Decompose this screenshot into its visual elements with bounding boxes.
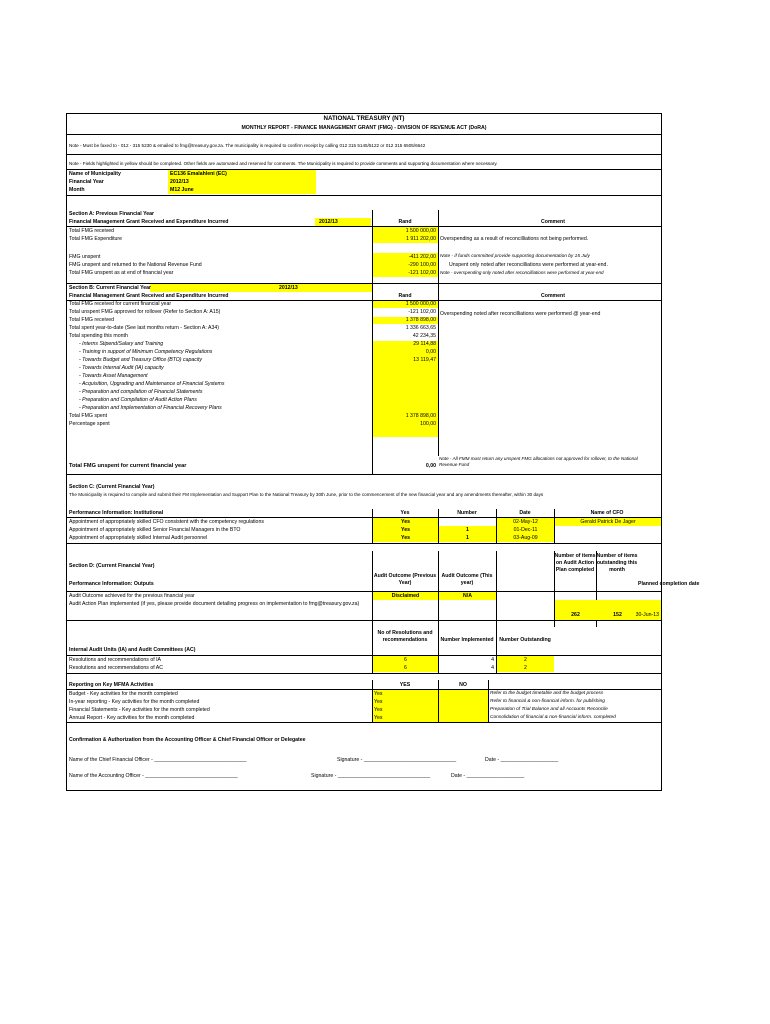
institutional-row-label: Appointment of appropriately skilled Senior Financial Managers in the BTO bbox=[69, 527, 241, 533]
date-header: Date bbox=[519, 510, 531, 516]
col-divider bbox=[496, 551, 497, 627]
institutional-row-label: Appointment of appropriately skilled CFO consistent with the competency regulations bbox=[69, 519, 264, 525]
unspent-note: Note - All FMM must return any unspent FMG allocations not approved for rollover, to the National Revenue Fund bbox=[439, 456, 638, 467]
institutional-number[interactable]: 1 bbox=[466, 527, 469, 533]
month-label: Month bbox=[69, 187, 85, 193]
audit-plan-completed[interactable]: 262 bbox=[571, 612, 580, 618]
section-c-heading: Section C: (Current Financial Year) bbox=[69, 484, 155, 490]
divider bbox=[67, 673, 661, 674]
reporting-note: Refer to the budget timetable and the budget process bbox=[490, 691, 604, 696]
year-highlight bbox=[150, 284, 372, 292]
reporting-note: Preparation of Trial Balance and all Accounts Reconcile bbox=[490, 707, 608, 712]
divider bbox=[67, 620, 661, 621]
audit-outcome-prev[interactable]: Disclaimed bbox=[391, 593, 420, 599]
reporting-yes-highlight bbox=[373, 690, 438, 722]
audit-plan-label: Audit Action Plan implemented (if yes, please provide document detailing progress on implementation to fmg@treasury.gov.za) bbox=[69, 601, 360, 607]
col-divider bbox=[438, 284, 439, 456]
fax-note: Note - Must be faxed to - 012 - 315 5230 & emailed to fmg@treasury.gov.za. The municipality is required to confirm receipt by calling 012 315 5145/5122 or 012 315 6505/6642 bbox=[69, 143, 426, 148]
section-b-subheading: Financial Management Grant Received and Expenditure Incurred bbox=[69, 293, 229, 299]
implemented-header: Number Implemented bbox=[440, 637, 494, 643]
row-label: FMG unspent bbox=[69, 254, 101, 260]
row-value[interactable]: 1 500 000,00 bbox=[405, 228, 436, 234]
report-title: NATIONAL TREASURY (NT) bbox=[323, 115, 405, 122]
section-b-row-label: Total FMG spent bbox=[69, 413, 108, 419]
section-b-row-label: - Preparation and compilation of Financial Statements bbox=[79, 389, 203, 395]
section-b-row-label: Total unspent FMG approved for rollover (Refer to Section A: A15) bbox=[69, 309, 221, 315]
divider bbox=[67, 226, 661, 227]
col-divider bbox=[488, 680, 489, 722]
comment-header: Comment bbox=[541, 293, 565, 299]
divider bbox=[67, 195, 661, 196]
reporting-row-label: Budget - Key activities for the month completed bbox=[69, 691, 178, 697]
section-a-year: 2012/13 bbox=[319, 219, 338, 225]
ao-name-line[interactable]: Name of the Accounting Officer - ________________________________ bbox=[69, 773, 238, 779]
row-value[interactable]: -290 100,00 bbox=[408, 262, 436, 268]
rand-header: Rand bbox=[398, 293, 412, 299]
cfo-header: Name of CFO bbox=[590, 510, 624, 516]
confirmation-heading: Confirmation & Authorization from the Accounting Officer & Chief Financial Officer or Delegatee bbox=[69, 737, 306, 743]
row-comment[interactable]: Overspending noted after reconcilliations were performed @ year-end bbox=[440, 311, 601, 317]
section-b-row-value[interactable]: 100,00 bbox=[420, 421, 436, 427]
section-b-row-value[interactable]: 1 378 898,00 bbox=[405, 413, 436, 419]
reporting-no-header: NO bbox=[459, 682, 467, 688]
fields-note: Note - Fields highlighted in yellow should be completed. Other fields are automated and reserved for comments. The Municipality is required to provide comments and supporting documentation where necessary. bbox=[69, 161, 498, 166]
section-b-row-label: - Towards Internal Audit (IA) capacity bbox=[79, 365, 164, 371]
internal-audit-heading: Internal Audit Units (IA) and Audit Committees (AC) bbox=[69, 647, 196, 653]
report-sheet bbox=[66, 113, 700, 791]
divider bbox=[67, 169, 661, 170]
divider bbox=[67, 474, 661, 475]
reporting-row-label: In-year reporting - Key activities for the month completed bbox=[69, 699, 200, 705]
divider bbox=[67, 655, 661, 656]
row-label: Total FMG Expenditure bbox=[69, 236, 123, 242]
ao-signature-line[interactable]: Signature - ________________________________ bbox=[311, 773, 431, 779]
section-c-sub: Performance Information: Institutional bbox=[69, 510, 164, 516]
section-b-row-label: - Interns Stipend/Salary and Training bbox=[79, 341, 164, 347]
section-a-subheading: Financial Management Grant Received and Expenditure Incurred bbox=[69, 219, 229, 225]
section-b-row-value[interactable]: 42 234,35 bbox=[412, 333, 436, 339]
divider bbox=[67, 689, 661, 690]
col-divider bbox=[438, 551, 439, 627]
ao-date-line[interactable]: Date - ____________________ bbox=[451, 773, 525, 779]
section-b-row-label: - Training in support of Minimum Competency Regulations bbox=[79, 349, 213, 355]
section-b-row-value[interactable]: 13 119,47 bbox=[413, 357, 436, 363]
row-value[interactable]: -411 202,00 bbox=[408, 254, 436, 260]
unspent-label: Total FMG unspent for current financial year bbox=[69, 463, 187, 469]
section-b-year: 2012/13 bbox=[279, 285, 298, 291]
ia-row-label: Resolutions and recommendations of IA bbox=[69, 657, 161, 663]
row-comment[interactable]: Unspent only noted after reconcilliations were performed at year-end. bbox=[449, 262, 608, 268]
month-field[interactable]: M12 June bbox=[170, 187, 194, 193]
section-b-row-label: - Preparation and Compilation of Audit Action Plans bbox=[79, 397, 197, 403]
row-comment[interactable]: Note - overspending only noted after reconcilliations were performed at year-end bbox=[440, 270, 604, 275]
cfo-date-line[interactable]: Date - ____________________ bbox=[485, 757, 559, 763]
number-header: Number bbox=[457, 510, 477, 516]
financial-year-field[interactable]: 2012/13 bbox=[170, 179, 189, 185]
section-d-heading: Section D: (Current Financial Year) bbox=[69, 563, 155, 569]
section-b-row-label: - Towards Budget and Treasury Office (BTO) capacity bbox=[79, 357, 203, 363]
institutional-row-label: Appointment of appropriately skilled Internal Audit personnel bbox=[69, 535, 208, 541]
comment-header: Comment bbox=[541, 219, 565, 225]
cfo-name-line[interactable]: Name of the Chief Financial Officer - ________________________________ bbox=[69, 757, 247, 763]
row-comment[interactable]: Overspending as a result of reconcilliations not being performed. bbox=[440, 236, 589, 242]
reporting-yes-header: YES bbox=[399, 682, 411, 688]
section-b-row-label: Total spent year-to-date (See last months return - Section A: A34) bbox=[69, 325, 219, 331]
divider bbox=[67, 543, 661, 544]
row-label: Total FMG unspent as at end of financial year bbox=[69, 270, 174, 276]
audit-outcome-this[interactable]: N/A bbox=[463, 593, 472, 599]
section-b-row-value[interactable]: -121 102,00 bbox=[408, 309, 436, 315]
section-d-sub: Performance Information: Outputs bbox=[69, 581, 154, 587]
reporting-note: Consolidation of financial & non-financial inform. completed bbox=[490, 715, 616, 720]
section-b-row-label: - Towards Asset Management bbox=[79, 373, 148, 379]
row-comment[interactable]: Note - if funds committed provide supporting documentation by 15 July bbox=[440, 254, 590, 259]
reporting-note: Refer to financial & non-financial inform. for publishing bbox=[490, 699, 605, 704]
institutional-yes[interactable]: Yes bbox=[401, 535, 410, 541]
ac-implemented[interactable]: 4 bbox=[491, 665, 494, 671]
row-label: Total FMG received bbox=[69, 228, 114, 234]
reporting-heading: Reporting on Key MFMA Activities bbox=[69, 682, 154, 688]
section-b-row-label: - Acquisition, Upgrading and Maintenance of Financial Systems bbox=[79, 381, 225, 387]
municipality-label: Name of Municipality bbox=[69, 171, 121, 177]
ia-implemented[interactable]: 4 bbox=[491, 657, 494, 663]
ac-row-label: Resolutions and recommendations of AC bbox=[69, 665, 164, 671]
reporting-yes-field[interactable]: Yes bbox=[374, 707, 383, 713]
section-b-row-value[interactable]: 0,00 bbox=[425, 349, 436, 355]
audit-outcome-label: Audit Outcome achieved for the previous financial year bbox=[69, 593, 195, 599]
institutional-yes[interactable]: Yes bbox=[401, 527, 410, 533]
section-a-heading: Section A: Previous Financial Year bbox=[69, 211, 155, 217]
resolutions-header: No of Resolutions and recommendations bbox=[377, 630, 433, 643]
report-subtitle: MONTHLY REPORT - FINANCE MANAGEMENT GRANT (FMG) - DIVISION OF REVENUE ACT (DoRA) bbox=[241, 125, 487, 131]
ac-outstanding[interactable]: 2 bbox=[524, 665, 527, 671]
row-value[interactable]: -121 102,00 bbox=[408, 270, 436, 276]
outstanding-header: Number Outstanding bbox=[499, 637, 551, 643]
institutional-date[interactable]: 03-Aug-09 bbox=[513, 535, 538, 541]
section-b-row-label: - Preparation and Implementation of Financial Recovery Plans bbox=[79, 405, 222, 411]
row-label: FMG unspent and returned to the National Revenue Fund bbox=[69, 262, 202, 268]
col-divider bbox=[438, 210, 439, 283]
financial-year-label: Financial Year bbox=[69, 179, 104, 185]
ia-outstanding[interactable]: 2 bbox=[524, 657, 527, 663]
reporting-yes-field[interactable]: Yes bbox=[374, 699, 383, 705]
reporting-no-highlight bbox=[439, 690, 488, 722]
col-divider bbox=[372, 551, 373, 627]
items-outstanding-header: Number of items outstanding this month bbox=[596, 553, 638, 573]
municipality-field[interactable]: EC136 Emalahleni (EC) bbox=[170, 171, 227, 177]
section-b-row-value[interactable]: 1 378 898,00 bbox=[405, 317, 436, 323]
divider bbox=[67, 154, 661, 155]
audit-plan-completed-header: Number of items on Audit Action Plan completed bbox=[554, 553, 596, 573]
audit-plan-outstanding[interactable]: 152 bbox=[613, 612, 622, 618]
audit-outcome-this-header: Audit Outcome (This year) bbox=[441, 573, 493, 586]
ac-resolutions[interactable]: 6 bbox=[404, 665, 407, 671]
section-b-row-value[interactable]: 29 114,88 bbox=[413, 341, 436, 347]
rand-header: Rand bbox=[398, 219, 412, 225]
yes-header: Yes bbox=[400, 510, 410, 516]
section-b-row-value[interactable]: 1 336 663,65 bbox=[405, 325, 436, 331]
audit-outcome-prev-header: Audit Outcome (Previous Year) bbox=[373, 573, 437, 586]
ia-resolutions[interactable]: 6 bbox=[404, 657, 407, 663]
institutional-date[interactable]: 02-May-12 bbox=[513, 519, 538, 525]
col-divider bbox=[554, 509, 555, 543]
divider bbox=[67, 134, 661, 135]
institutional-date[interactable]: 01-Dec-11 bbox=[513, 527, 538, 533]
section-b-row-label: Total FMG received bbox=[69, 317, 114, 323]
row-value[interactable]: 1 911 202,00 bbox=[406, 236, 436, 242]
section-b-row-label: Total FMG received for current financial year bbox=[69, 301, 172, 307]
reporting-row-label: Financial Statements - Key activities for the month completed bbox=[69, 707, 210, 713]
divider bbox=[67, 722, 661, 723]
section-c-text: The Municipality is required to compile and submit their FM Implementation and Support Plan to the National Treasury by 30th June, prior to the commencement of the new financial year and any amendments thereafter, within 30 days bbox=[69, 492, 544, 497]
audit-plan-date[interactable]: 30-Jun-13 bbox=[635, 612, 659, 618]
section-b-row-value[interactable]: 1 500 000,00 bbox=[405, 301, 436, 307]
institutional-number[interactable]: 1 bbox=[466, 535, 469, 541]
cfo-name-field[interactable]: Gerald Patrick De Jager bbox=[580, 519, 636, 525]
reporting-yes-field[interactable]: Yes bbox=[374, 691, 383, 697]
section-b-heading: Section B: Current Financial Year bbox=[69, 285, 152, 291]
reporting-yes-field[interactable]: Yes bbox=[374, 715, 383, 721]
section-b-row-label: Percentage spent bbox=[69, 421, 110, 427]
section-b-row-label: Total spending this month bbox=[69, 333, 128, 339]
unspent-value: 0,00 bbox=[425, 463, 436, 469]
cfo-signature-line[interactable]: Signature - ________________________________ bbox=[337, 757, 457, 763]
divider bbox=[67, 591, 661, 592]
institutional-yes[interactable]: Yes bbox=[401, 519, 410, 525]
reporting-row-label: Annual Report - Key activities for the month completed bbox=[69, 715, 195, 721]
planned-date-header: Planned completion date bbox=[638, 581, 700, 587]
